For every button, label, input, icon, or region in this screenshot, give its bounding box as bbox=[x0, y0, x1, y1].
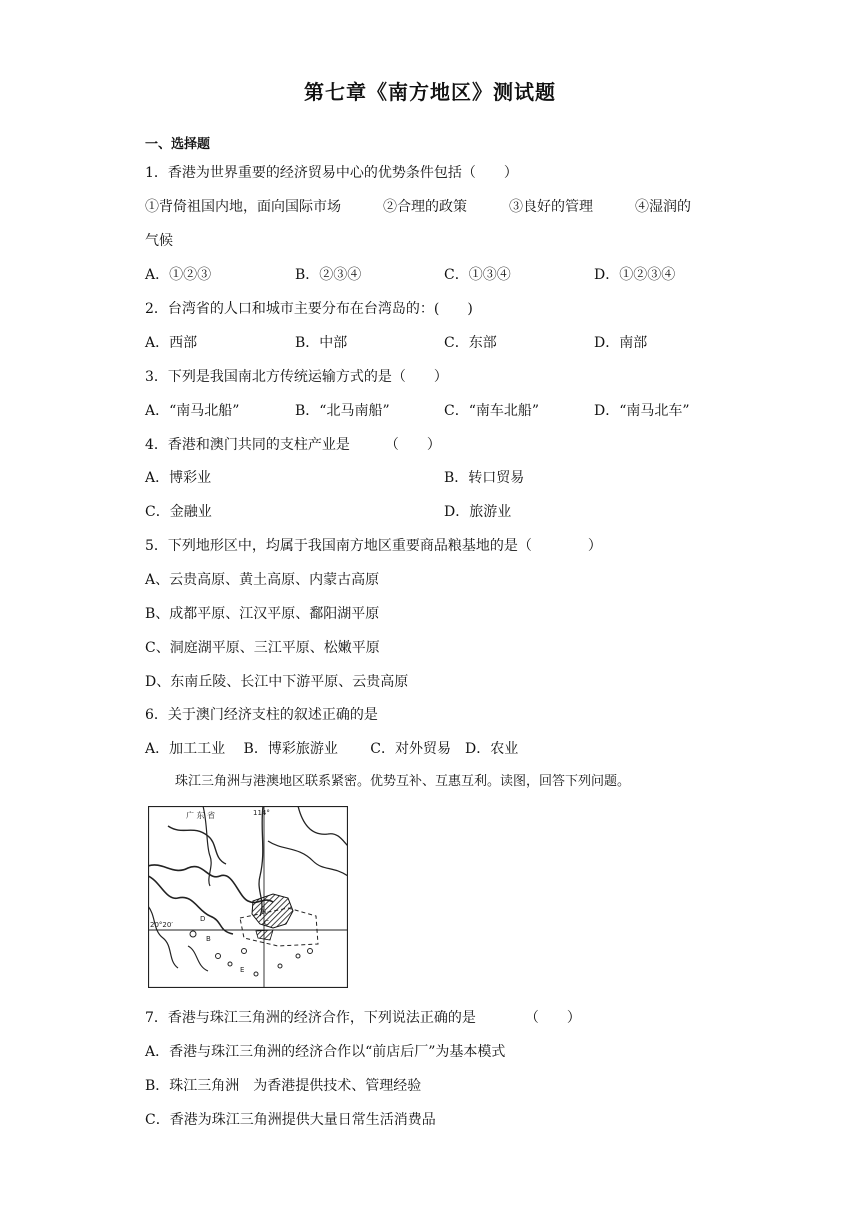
reading-passage: 珠江三角洲与港澳地区联系紧密。优势互补、互惠互利。读图，回答下列问题。 bbox=[175, 774, 631, 789]
question-7-stem: 7．香港与珠江三角洲的经济合作，下列说法正确的是 （ ） bbox=[145, 1010, 581, 1026]
map-latitude-label: 20°20′ bbox=[150, 921, 173, 929]
page-title: 第七章《南方地区》测试题 bbox=[304, 80, 556, 104]
question-1-stem: 1．香港为世界重要的经济贸易中心的优势条件包括（ ） bbox=[145, 165, 518, 181]
map-label-d: D bbox=[200, 915, 206, 923]
question-7-option-b: B．珠江三角洲 为香港提供技术、管理经验 bbox=[145, 1078, 422, 1094]
map-label-e: E bbox=[240, 966, 245, 974]
question-3-option-a: A．“南马北船” bbox=[145, 403, 240, 419]
section-heading: 一、选择题 bbox=[145, 137, 211, 152]
question-5-option-d: D、东南丘陵、长江中下游平原、云贵高原 bbox=[145, 674, 409, 690]
question-5-option-c: C、洞庭湖平原、三江平原、松嫩平原 bbox=[145, 640, 380, 656]
question-1-option-b: B．②③④ bbox=[295, 267, 362, 283]
map-province-label: 广 东 省 bbox=[186, 811, 216, 820]
question-4-option-a: A．博彩业 bbox=[145, 470, 212, 486]
question-3-option-b: B．“北马南船” bbox=[295, 403, 390, 419]
question-6-stem: 6．关于澳门经济支柱的叙述正确的是 bbox=[145, 707, 378, 723]
question-2-option-a: A．西部 bbox=[145, 335, 198, 351]
question-4-stem: 4．香港和澳门共同的支柱产业是 （ ） bbox=[145, 437, 441, 453]
question-1-option-c: C．①③④ bbox=[444, 267, 511, 283]
question-4-option-c: C．金融业 bbox=[145, 504, 212, 520]
question-5-option-a: A、云贵高原、黄土高原、内蒙古高原 bbox=[145, 572, 380, 588]
map-label-b: B bbox=[206, 935, 211, 943]
question-1-line-1: ①背倚祖国内地，面向国际市场 ②合理的政策 ③良好的管理 ④湿润的 bbox=[145, 199, 691, 215]
question-6-options: A．加工工业 B．博彩旅游业 C．对外贸易 D．农业 bbox=[145, 741, 519, 757]
map-graphic bbox=[148, 806, 348, 988]
question-3-option-d: D．“南马北车” bbox=[594, 403, 690, 419]
question-2-option-c: C．东部 bbox=[444, 335, 497, 351]
question-7-option-c: C．香港为珠江三角洲提供大量日常生活消费品 bbox=[145, 1112, 436, 1128]
question-5-stem: 5．下列地形区中，均属于我国南方地区重要商品粮基地的是（ ） bbox=[145, 538, 602, 554]
question-7-option-a: A．香港与珠江三角洲的经济合作以“前店后厂”为基本模式 bbox=[145, 1044, 506, 1060]
question-3-option-c: C．“南车北船” bbox=[444, 403, 540, 419]
question-2-stem: 2．台湾省的人口和城市主要分布在台湾岛的：( ) bbox=[145, 301, 473, 317]
map-longitude-label: 114° bbox=[253, 809, 270, 817]
question-5-option-b: B、成都平原、江汉平原、鄱阳湖平原 bbox=[145, 606, 380, 622]
map-label-a: A bbox=[261, 907, 267, 916]
question-1-option-d: D．①②③④ bbox=[594, 267, 676, 283]
question-2-option-b: B．中部 bbox=[295, 335, 348, 351]
pearl-river-delta-map bbox=[148, 806, 348, 988]
question-4-option-b: B．转口贸易 bbox=[444, 470, 525, 486]
question-1-option-a: A．①②③ bbox=[145, 267, 212, 283]
question-2-option-d: D．南部 bbox=[594, 335, 648, 351]
map-label-c: C bbox=[264, 919, 269, 927]
question-4-option-d: D．旅游业 bbox=[444, 504, 512, 520]
question-3-stem: 3．下列是我国南北方传统运输方式的是（ ） bbox=[145, 369, 448, 385]
question-1-line-2: 气候 bbox=[145, 233, 173, 249]
